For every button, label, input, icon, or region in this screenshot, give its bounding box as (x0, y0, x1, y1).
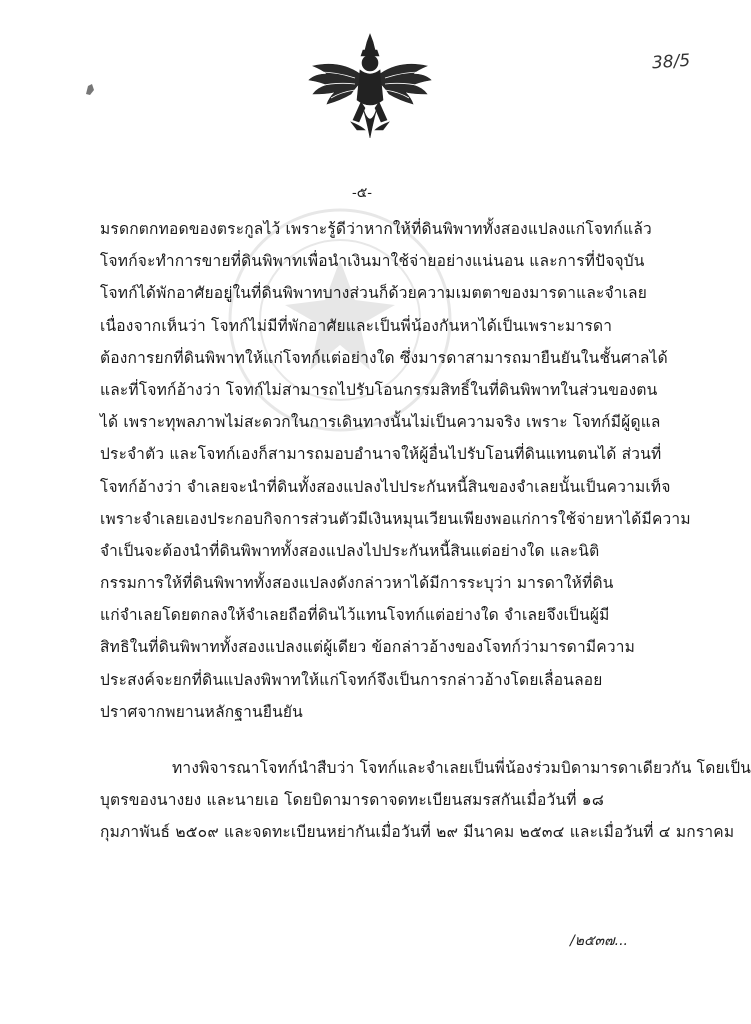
body-line: จำเป็นจะต้องนำที่ดินพิพาททั้งสองแปลงไปประกันหนี้สินแต่อย่างใด และนิติ (100, 541, 600, 560)
body-line: โจทก์จะทำการขายที่ดินพิพาทเพื่อนำเงินมาใช้จ่ายอย่างแน่นอน และการที่ปัจจุบัน (100, 252, 645, 271)
body-line: เพราะจำเลยเองประกอบกิจการส่วนตัวมีเงินหมุนเวียนเพียงพอแก่การใช้จ่ายหาได้มีความ (100, 509, 691, 528)
page-number: -๕- (351, 185, 373, 201)
body-line: ปราศจากพยานหลักฐานยืนยัน (100, 702, 303, 721)
body-line: ประจำตัว และโจทก์เองก็สามารถมอบอำนาจให้ผู้อื่นไปรับโอนที่ดินแทนตนได้ ส่วนที่ (100, 445, 662, 464)
body-line: และที่โจทก์อ้างว่า โจทก์ไม่สามารถไปรับโอนกรรมสิทธิ์ในที่ดินพิพาทในส่วนของตน (100, 380, 658, 399)
paragraph-gap (100, 728, 640, 752)
body-line: สิทธิในที่ดินพิพาททั้งสองแปลงแต่ผู้เดียว ข้อกล่าวอ้างของโจทก์ว่ามารดามีความ (100, 638, 636, 657)
scan-artifact-mark (84, 82, 96, 96)
handwritten-page-ref: 38/5 (651, 50, 691, 74)
body-line: ทางพิจารณาโจทก์นำสืบว่า โจทก์และจำเลยเป็นพี่น้องร่วมบิดามารดาเดียวกัน โดยเป็น (172, 759, 751, 777)
body-line: โจทก์อ้างว่า จำเลยจะนำที่ดินทั้งสองแปลงไปประกันหนี้สินของจำเลยนั้นเป็นความเท็จ (100, 477, 671, 496)
body-line: กุมภาพันธ์ ๒๕๐๙ และจดทะเบียนหย่ากันเมื่อวันที่ ๒๙ มีนาคม ๒๕๓๔ และเมื่อวันที่ ๔ มกราคม (100, 823, 735, 842)
body-line: บุตรของนางยง และนายเอ โดยบิดามารดาจดทะเบียนสมรสกันเมื่อวันที่ ๑๘ (100, 791, 604, 810)
body-line: แก่จำเลยโดยตกลงให้จำเลยถือที่ดินไว้แทนโจทก์แต่อย่างใด จำเลยจึงเป็นผู้มี (100, 606, 610, 625)
body-line: ได้ เพราะทุพลภาพไม่สะดวกในการเดินทางนั้นไม่เป็นความจริง เพราะ โจทก์มีผู้ดูแล (100, 413, 661, 432)
body-line: โจทก์ได้พักอาศัยอยู่ในที่ดินพิพาทบางส่วนก็ด้วยความเมตตาของมารดาและจำเลย (100, 284, 648, 303)
document-body (100, 213, 751, 849)
body-line: กรรมการให้ที่ดินพิพาททั้งสองแปลงดังกล่าวหาได้มีการระบุว่า มารดาให้ที่ดิน (100, 574, 614, 593)
body-line: มรดกตกทอดของตระกูลไว้ เพราะรู้ดีว่าหากให้ที่ดินพิพาททั้งสองแปลงแก่โจทก์แล้ว (100, 220, 652, 238)
body-line: ต้องการยกที่ดินพิพาทให้แก่โจทก์แต่อย่างใด ซึ่งมารดาสามารถมายืนยันในชั้นศาลได้ (100, 348, 668, 367)
garuda-emblem-icon (305, 30, 435, 142)
body-line: เนื่องจากเห็นว่า โจทก์ไม่มีที่พักอาศัยและเป็นพี่น้องกันหาได้เป็นเพราะมารดา (100, 316, 613, 335)
continuation-marker: /๒๕๓๗... (570, 933, 628, 949)
body-line: ประสงค์จะยกที่ดินแปลงพิพาทให้แก่โจทก์จึงเป็นการกล่าวอ้างโดยเลื่อนลอย (100, 670, 603, 689)
